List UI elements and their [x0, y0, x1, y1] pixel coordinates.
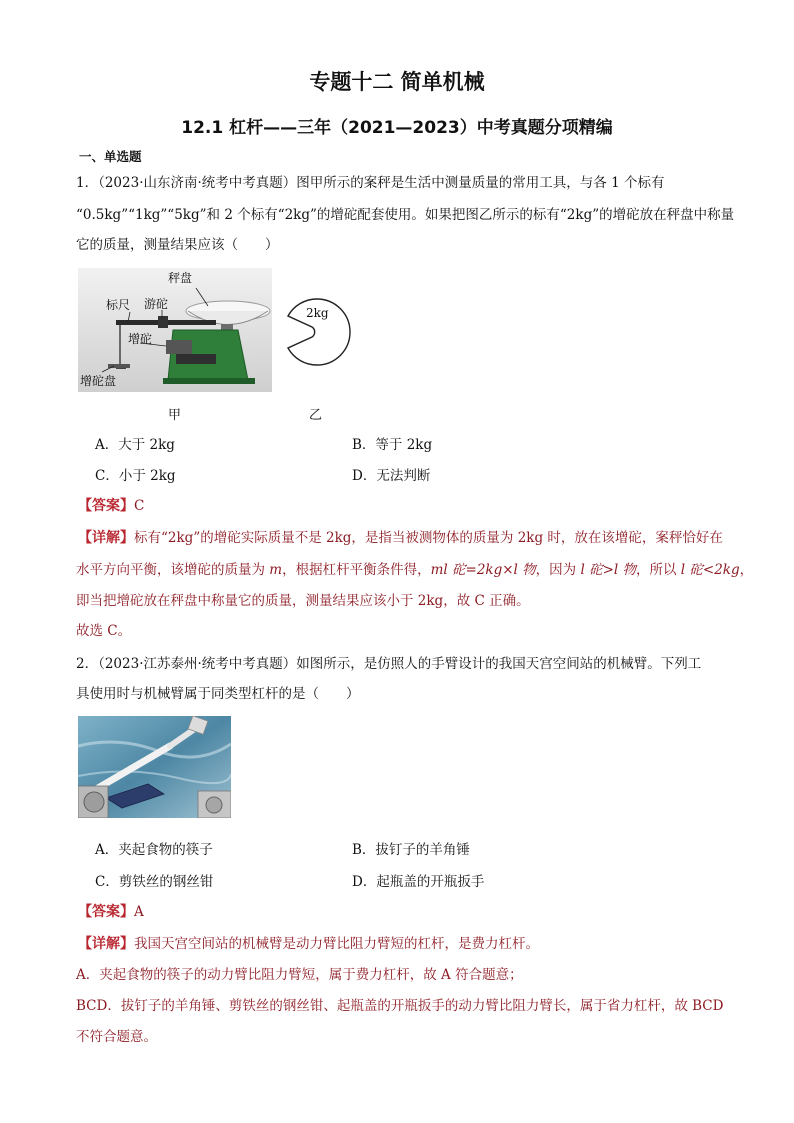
detail-text: 标有“2kg”的增砣实际质量不是 2kg，是指当被测物体的质量为 2kg 时，放在该增砣，案秤恰好在 — [134, 530, 723, 546]
q2-option-d: D．起瓶盖的开瓶扳手 — [352, 874, 485, 890]
caption-figure-a: 甲 — [168, 408, 182, 423]
q2-detail-line4: 不符合题意。 — [76, 1029, 157, 1045]
detail-text: ，因为 — [535, 562, 581, 578]
q2-detail-line2: A．夹起食物的筷子的动力臂比阻力臂短，属于费力杠杆，故 A 符合题意； — [76, 967, 523, 983]
q1-conclusion: 故选 C。 — [76, 623, 132, 639]
q1-stem-line1: 1．（2023·山东济南·统考中考真题）图甲所示的案秤是生活中测量质量的常用工具，与各 1 个标有 — [76, 175, 665, 191]
q2-detail-line3: BCD．拔钉子的羊角锤、剪铁丝的钢丝钳、起瓶盖的开瓶扳手的动力臂比阻力臂长，属于省力杠杆，故 BCD — [76, 998, 724, 1014]
label-pan: 秤盘 — [168, 271, 193, 285]
answer-label: 【答案】 — [78, 498, 134, 514]
q1-stem-line3: 它的质量，测量结果应该（ ） — [76, 237, 279, 253]
label-scale-bar: 标尺 — [106, 298, 131, 312]
label-weight: 增砣 — [128, 332, 153, 346]
q1-detail-line2 — [76, 558, 753, 578]
q1-option-a: A．大于 2kg — [95, 437, 175, 453]
section-heading: 一、单选题 — [79, 149, 142, 164]
answer-value: A — [134, 904, 144, 920]
page-subtitle: 12.1 杠杆——三年（2021—2023）中考真题分项精编 — [181, 118, 613, 138]
answer-label: 【答案】 — [78, 904, 134, 920]
label-rider: 游砣 — [144, 297, 169, 311]
q2-option-a: A．夹起食物的筷子 — [95, 842, 213, 858]
page-title: 专题十二 简单机械 — [309, 70, 485, 94]
q1-option-d: D．无法判断 — [352, 468, 431, 484]
q2-stem-line2: 具使用时与机械臂属于同类型杠杆的是（ ） — [76, 686, 360, 702]
q2-option-b: B．拔钉子的羊角锤 — [352, 842, 470, 858]
space-arm-illustration — [78, 716, 231, 818]
slotted-weight-figure — [282, 297, 352, 367]
scale-photo — [78, 268, 272, 392]
q1-option-b: B．等于 2kg — [352, 437, 433, 453]
detail-label: 【详解】 — [78, 530, 134, 546]
detail-math: ml 砣=2kg×l 物 — [430, 562, 536, 578]
space-arm-photo — [78, 716, 231, 818]
caption-figure-b: 乙 — [309, 408, 323, 423]
detail-math: l 砣>l 物 — [580, 562, 636, 578]
q2-answer — [78, 901, 144, 921]
q1-detail-line1 — [78, 526, 723, 547]
detail-text: 水平方向平衡，该增砣的质量为 — [76, 562, 270, 578]
weight-mark: 2kg — [306, 306, 329, 320]
q1-answer — [78, 495, 144, 515]
detail-text: ， — [739, 562, 754, 578]
detail-math: l 砣<2kg — [680, 562, 740, 578]
detail-text: 我国天宫空间站的机械臂是动力臂比阻力臂短的杠杆，是费力杠杆。 — [134, 936, 539, 952]
detail-label: 【详解】 — [78, 936, 134, 952]
q1-option-c: C．小于 2kg — [95, 468, 176, 484]
answer-value: C — [134, 498, 145, 514]
detail-math: m — [269, 562, 283, 578]
detail-text: ，所以 — [636, 562, 681, 578]
q2-detail-line1 — [78, 932, 539, 953]
detail-text: ，根据杠杆平衡条件得， — [282, 562, 431, 578]
q1-detail-line3: 即当把增砣放在秤盘中称量它的质量，测量结果应该小于 2kg，故 C 正确。 — [76, 593, 530, 609]
q2-stem-line1: 2．（2023·江苏泰州·统考中考真题）如图所示，是仿照人的手臂设计的我国天宫空间站的机械臂。下列工 — [76, 656, 702, 672]
q2-option-c: C．剪铁丝的钢丝钳 — [95, 874, 214, 890]
label-weight-tray: 增砣盘 — [80, 374, 117, 388]
q1-stem-line2: “0.5kg”“1kg”“5kg”和 2 个标有“2kg”的增砣配套使用。如果把图乙所示的标有“2kg”的增砣放在秤盘中称量 — [76, 207, 735, 223]
